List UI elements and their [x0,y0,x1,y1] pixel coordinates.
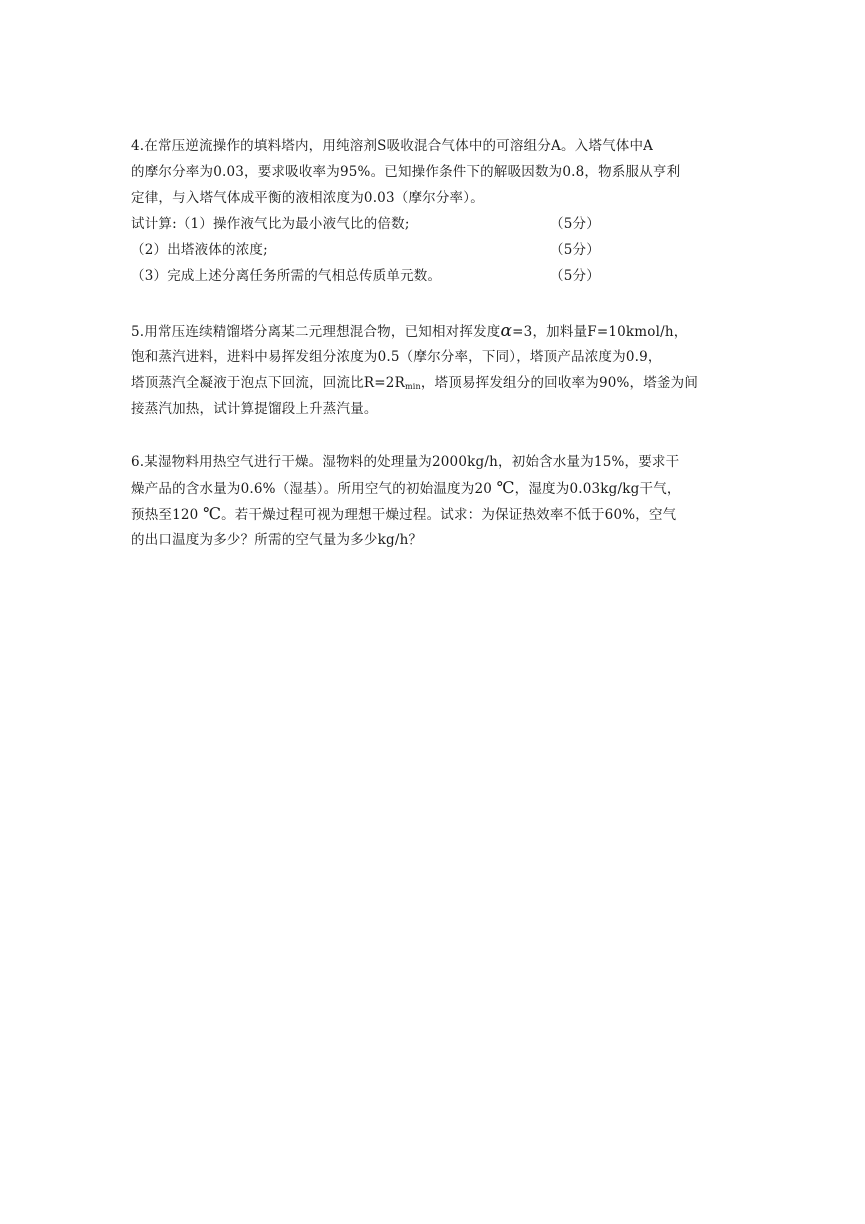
problem-5-line-3-start: 塔顶蒸汽全凝液于泡点下回流，回流比R=2R [131,375,405,391]
problem-4-line-1: 4.在常压逆流操作的填料塔内，用纯溶剂S吸收混合气体中的可溶组分A。入塔气体中A [131,138,654,154]
problem-6-line-4: 的出口温度为多少？所需的空气量为多少kg/h？ [131,532,423,548]
celsius-symbol: ℃ [496,478,515,497]
problem-4-line-2: 的摩尔分率为0.03，要求吸收率为95%。已知操作条件下的解吸因数为0.8，物系服从亨利 [131,164,681,180]
problem-5-line-1-start: 5.用常压连续精馏塔分离某二元理想混合物，已知相对挥发度 [131,324,501,340]
problem-5 [131,318,771,422]
celsius-symbol: ℃ [202,504,222,523]
problem-4-question-3 [131,263,771,289]
problem-6-line-3-end: 。若干燥过程可视为理想干燥过程。试求：为保证热效率不低于60%，空气 [221,507,677,523]
problem-6-line-3-start: 预热至120 [131,507,203,523]
question-text: （2）出塔液体的浓度; [131,242,268,258]
problem-6 [131,449,771,553]
problem-4-question-1 [131,211,771,237]
problem-5-line-4: 接蒸汽加热，试计算提馏段上升蒸汽量。 [131,401,378,417]
problem-4-question-2 [131,237,771,263]
question-text: （3）完成上述分离任务所需的气相总传质单元数。 [131,268,442,284]
question-points: （5分） [550,216,600,232]
problem-5-line-1-end: =3，加料量F=10kmol/h， [512,324,688,340]
problem-5-line-1 [131,318,771,344]
problem-6-line-2 [131,475,771,501]
problem-5-line-3 [131,370,771,396]
problem-5-line-3-end: ，塔顶易挥发组分的回收率为90%，塔釜为间 [420,375,699,391]
problem-5-line-2: 饱和蒸汽进料，进料中易挥发组分浓度为0.5（摩尔分率，下同），塔顶产品浓度为0.9， [131,349,662,365]
question-points: （5分） [550,242,600,258]
problem-6-line-2-start: 燥产品的含水量为0.6%（湿基）。所用空气的初始温度为20 [131,481,497,497]
problem-4 [131,133,771,289]
question-points: （5分） [550,268,600,284]
alpha-symbol: α [500,321,513,341]
question-text: 试计算:（1）操作液气比为最小液气比的倍数; [131,216,410,232]
problem-4-line-3: 定律，与入塔气体成平衡的液相浓度为0.03（摩尔分率）。 [131,190,484,206]
problem-6-line-1: 6.某湿物料用热空气进行干燥。湿物料的处理量为2000kg/h，初始含水量为15%，要求干 [131,454,680,470]
problem-6-line-3 [131,501,771,527]
rmin-subscript: min [404,382,421,391]
problem-6-line-2-end: ，湿度为0.03kg/kg干气， [514,481,681,497]
